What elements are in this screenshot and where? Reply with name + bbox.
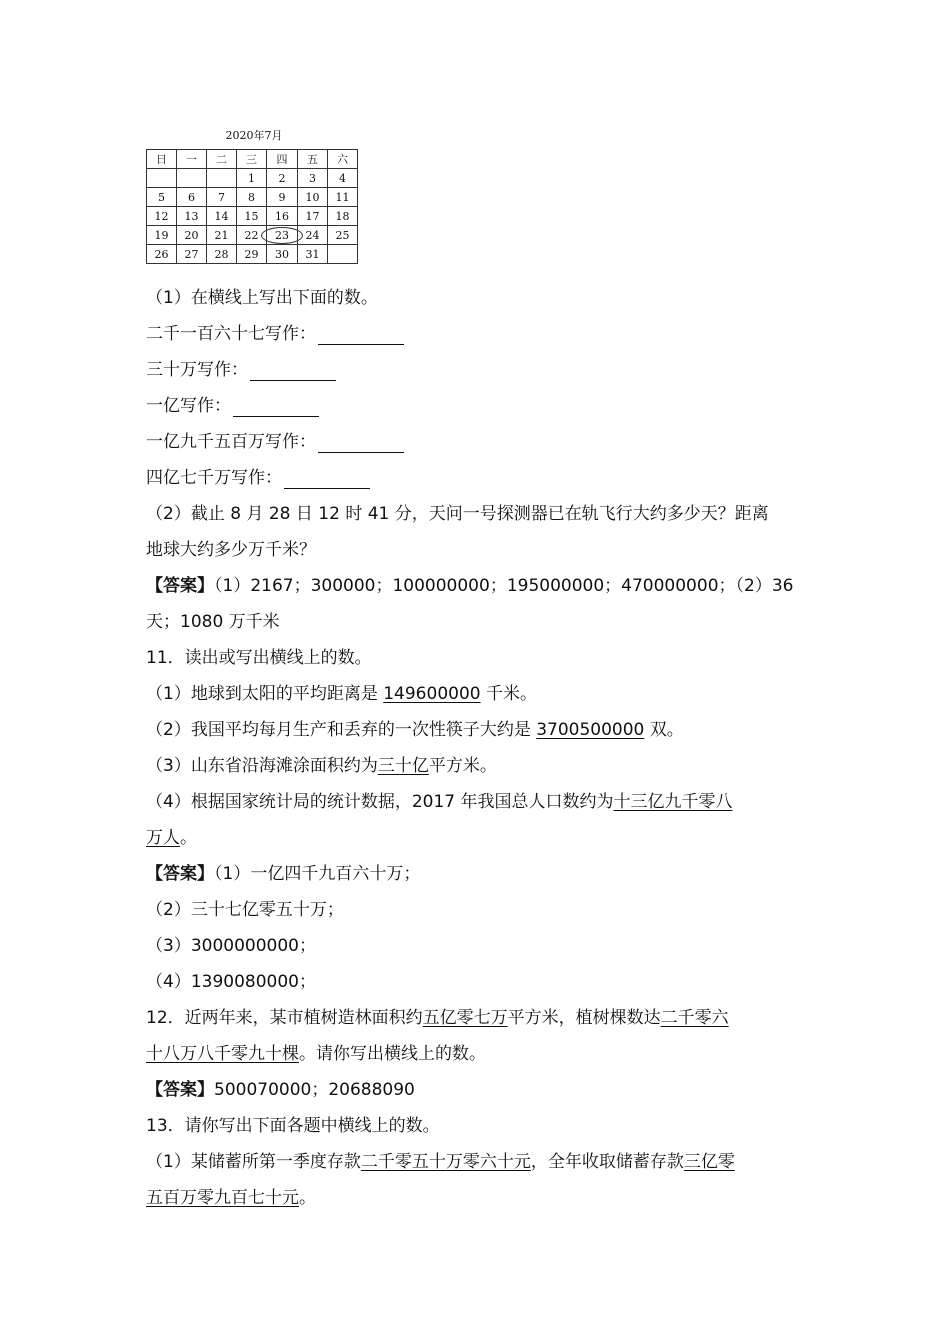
text-run: 平方米，植树棵数达 <box>507 1008 661 1028</box>
answer-blank <box>318 324 404 345</box>
answer-blank <box>318 432 404 453</box>
calendar-cell: 21 <box>207 226 237 245</box>
underlined-number: 十八万八千零九十棵 <box>146 1044 299 1064</box>
text-line <box>146 352 816 388</box>
calendar-cell: 26 <box>147 245 177 264</box>
calendar-table <box>146 149 358 264</box>
calendar-cell: 7 <box>207 188 237 207</box>
calendar-cell: 15 <box>237 207 267 226</box>
calendar-week-row <box>147 169 358 188</box>
text-run: （2）我国平均每月生产和丢弃的一次性筷子大约是 <box>146 720 537 740</box>
calendar-header: 三 <box>237 150 267 169</box>
calendar-cell: 14 <box>207 207 237 226</box>
calendar-cell: 1 <box>237 169 267 188</box>
text-line <box>146 424 816 460</box>
question-text <box>146 280 816 1216</box>
answer-line: 天；1080 万千米 <box>146 612 280 632</box>
underlined-number: 五亿零七万 <box>422 1008 508 1028</box>
calendar-header: 四 <box>267 150 298 169</box>
text-line <box>146 388 816 424</box>
text-line <box>146 1180 816 1216</box>
underlined-number: 149600000 <box>383 684 481 704</box>
calendar-header: 六 <box>328 150 358 169</box>
calendar-cell: 31 <box>298 245 328 264</box>
calendar-cell: 18 <box>328 207 358 226</box>
text-line: （1）在横线上写出下面的数。 <box>146 288 378 308</box>
calendar-cell: 8 <box>237 188 267 207</box>
underlined-number: 二千零五十万零六十元 <box>360 1152 531 1172</box>
answer-text: （1）2167；300000；100000000；195000000；470000000；（2）36 <box>214 576 794 596</box>
text-line <box>146 1036 816 1072</box>
calendar-cell: 12 <box>147 207 177 226</box>
calendar-week-row <box>147 245 358 264</box>
calendar-cell: 9 <box>267 188 298 207</box>
text-run: 双。 <box>644 720 684 740</box>
answer-blank <box>284 468 370 489</box>
answer-label: 【答案】 <box>146 576 214 596</box>
text-line: （2）截止 8 月 28 日 12 时 41 分，天问一号探测器已在轨飞行大约多少天？距离 <box>146 504 769 524</box>
calendar-cell: 19 <box>147 226 177 245</box>
text-run: 千米。 <box>480 684 537 704</box>
text-line <box>146 1000 816 1036</box>
calendar-cell-circled <box>267 226 298 245</box>
calendar-cell: 11 <box>328 188 358 207</box>
text-line <box>146 316 816 352</box>
calendar-header-row <box>147 150 358 169</box>
answer-line: （3）3000000000； <box>146 936 316 956</box>
text-run: （3）山东省沿海滩涂面积约为 <box>146 756 378 776</box>
prompt: 四亿七千万写作： <box>146 468 282 488</box>
answer-line: （2）三十七亿零五十万； <box>146 900 344 920</box>
text-run: 。请你写出横线上的数。 <box>299 1044 486 1064</box>
question-heading: 13．请你写出下面各题中横线上的数。 <box>146 1116 440 1136</box>
calendar-cell: 29 <box>237 245 267 264</box>
calendar-week-row <box>147 226 358 245</box>
calendar-cell <box>177 169 207 188</box>
calendar-cell: 6 <box>177 188 207 207</box>
text-run: 。 <box>299 1188 316 1208</box>
calendar-cell <box>147 169 177 188</box>
answer-line: （4）1390080000； <box>146 972 316 992</box>
text-run: 。 <box>180 828 197 848</box>
prompt: 一亿九千五百万写作： <box>146 432 316 452</box>
text-run: 12．近两年来，某市植树造林面积约 <box>146 1008 423 1028</box>
underlined-number: 三亿零 <box>683 1152 735 1172</box>
underlined-number: 二千零六 <box>660 1008 729 1028</box>
answer-line <box>146 568 816 604</box>
text-line <box>146 1144 816 1180</box>
underlined-number: 三十亿 <box>377 756 429 776</box>
calendar-week-row <box>147 207 358 226</box>
answer-text: 500070000；20688090 <box>214 1080 415 1100</box>
text-run: （4）根据国家统计局的统计数据，2017 年我国总人口数约为 <box>146 792 614 812</box>
answer-label: 【答案】 <box>146 1080 214 1100</box>
text-line <box>146 676 816 712</box>
calendar-cell: 24 <box>298 226 328 245</box>
prompt: 二千一百六十七写作： <box>146 324 316 344</box>
calendar-cell: 27 <box>177 245 207 264</box>
calendar-cell: 16 <box>267 207 298 226</box>
calendar-cell: 5 <box>147 188 177 207</box>
text-run: ，全年收取储蓄存款 <box>530 1152 684 1172</box>
circled-date: 23 <box>261 227 303 244</box>
calendar-cell: 28 <box>207 245 237 264</box>
calendar-header: 一 <box>177 150 207 169</box>
calendar-cell <box>328 245 358 264</box>
text-run: （1）地球到太阳的平均距离是 <box>146 684 384 704</box>
text-line <box>146 748 816 784</box>
text-line <box>146 712 816 748</box>
underlined-number: 万人 <box>146 828 180 848</box>
calendar-cell: 17 <box>298 207 328 226</box>
text-line: 地球大约多少万千米？ <box>146 540 316 560</box>
calendar-cell <box>207 169 237 188</box>
prompt: 三十万写作： <box>146 360 248 380</box>
question-heading: 11．读出或写出横线上的数。 <box>146 648 372 668</box>
calendar-cell: 10 <box>298 188 328 207</box>
text-line <box>146 820 816 856</box>
calendar-cell: 22 <box>237 226 267 245</box>
answer-label: 【答案】 <box>146 864 214 884</box>
calendar-cell: 20 <box>177 226 207 245</box>
calendar-cell: 4 <box>328 169 358 188</box>
text-run: 平方米。 <box>428 756 497 776</box>
text-run: （1）某储蓄所第一季度存款 <box>146 1152 361 1172</box>
calendar-cell: 25 <box>328 226 358 245</box>
prompt: 一亿写作： <box>146 396 231 416</box>
answer-line <box>146 856 816 892</box>
answer-blank <box>233 396 319 417</box>
calendar-title: 2020年7月 <box>225 129 283 142</box>
calendar-header: 日 <box>147 150 177 169</box>
text-line <box>146 460 816 496</box>
calendar-cell: 2 <box>267 169 298 188</box>
calendar-week-row <box>147 188 358 207</box>
answer-blank <box>250 360 336 381</box>
calendar-header: 二 <box>207 150 237 169</box>
calendar-header: 五 <box>298 150 328 169</box>
calendar-cell: 3 <box>298 169 328 188</box>
calendar-cell: 30 <box>267 245 298 264</box>
answer-line <box>146 1072 816 1108</box>
underlined-number: 3700500000 <box>536 720 645 740</box>
text-line <box>146 784 816 820</box>
underlined-number: 十三亿九千零八 <box>613 792 733 812</box>
calendar-cell: 13 <box>177 207 207 226</box>
underlined-number: 五百万零九百七十元 <box>146 1188 299 1208</box>
answer-text: （1）一亿四千九百六十万； <box>214 864 421 884</box>
